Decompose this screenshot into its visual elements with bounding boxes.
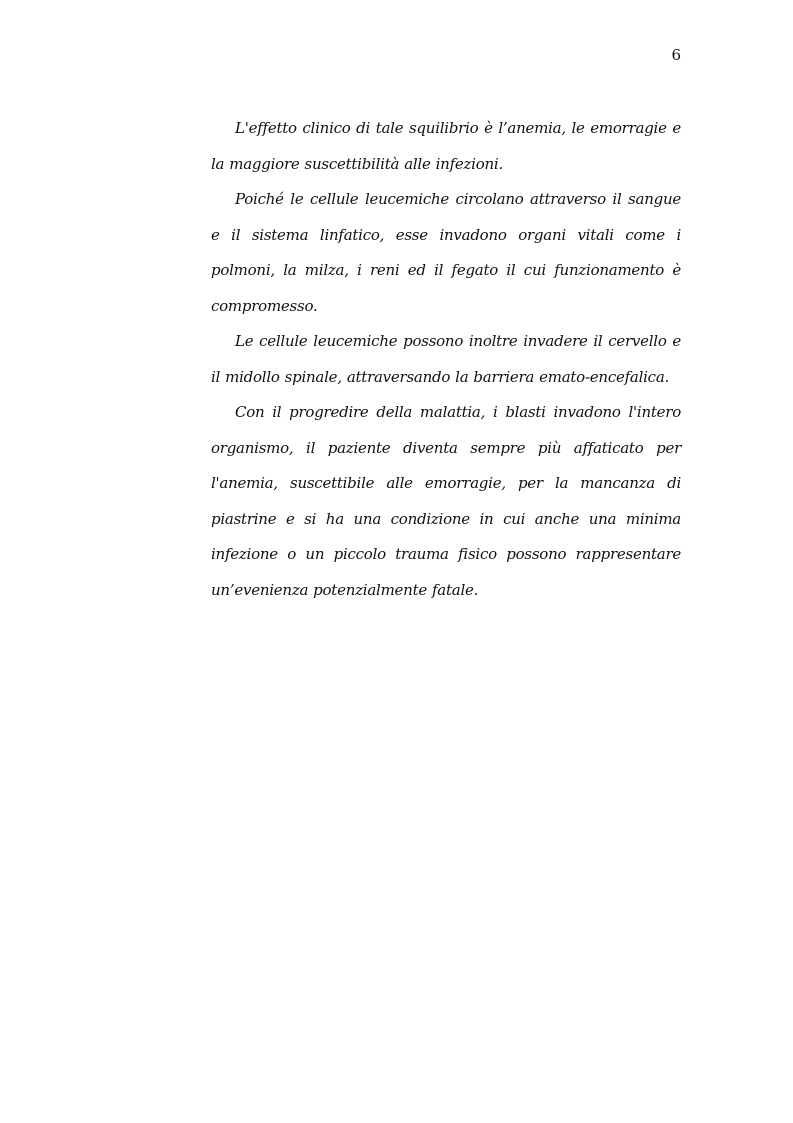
paragraph-brain-invasion: Le cellule leucemiche possono inoltre invadere il cervello e il midollo spinale, attraversando la barriera emato-encefalica. <box>211 332 681 386</box>
body-text <box>211 111 681 608</box>
paragraph-anemia-effects: L'effetto clinico di tale squilibrio è l’anemia, le emorragie e la maggiore suscettibilità alle infezioni. <box>211 119 681 173</box>
paragraph-organ-invasion: Poiché le cellule leucemiche circolano attraverso il sangue e il sistema linfatico, esse invadono organi vitali come i polmoni, la milza, i reni ed il fegato il cui funzionamento è compromesso. <box>211 190 681 315</box>
page-number: 6 <box>671 46 681 64</box>
paragraph-disease-progression: Con il progredire della malattia, i blasti invadono l'intero organismo, il paziente diventa sempre più affaticato per l'anemia, suscettibile alle emorragie, per la mancanza di piastrine e si ha una condizione in cui anche una minima infezione o un piccolo trauma fisico possono rappresentare un’evenienza potenzialmente fatale. <box>211 403 681 599</box>
